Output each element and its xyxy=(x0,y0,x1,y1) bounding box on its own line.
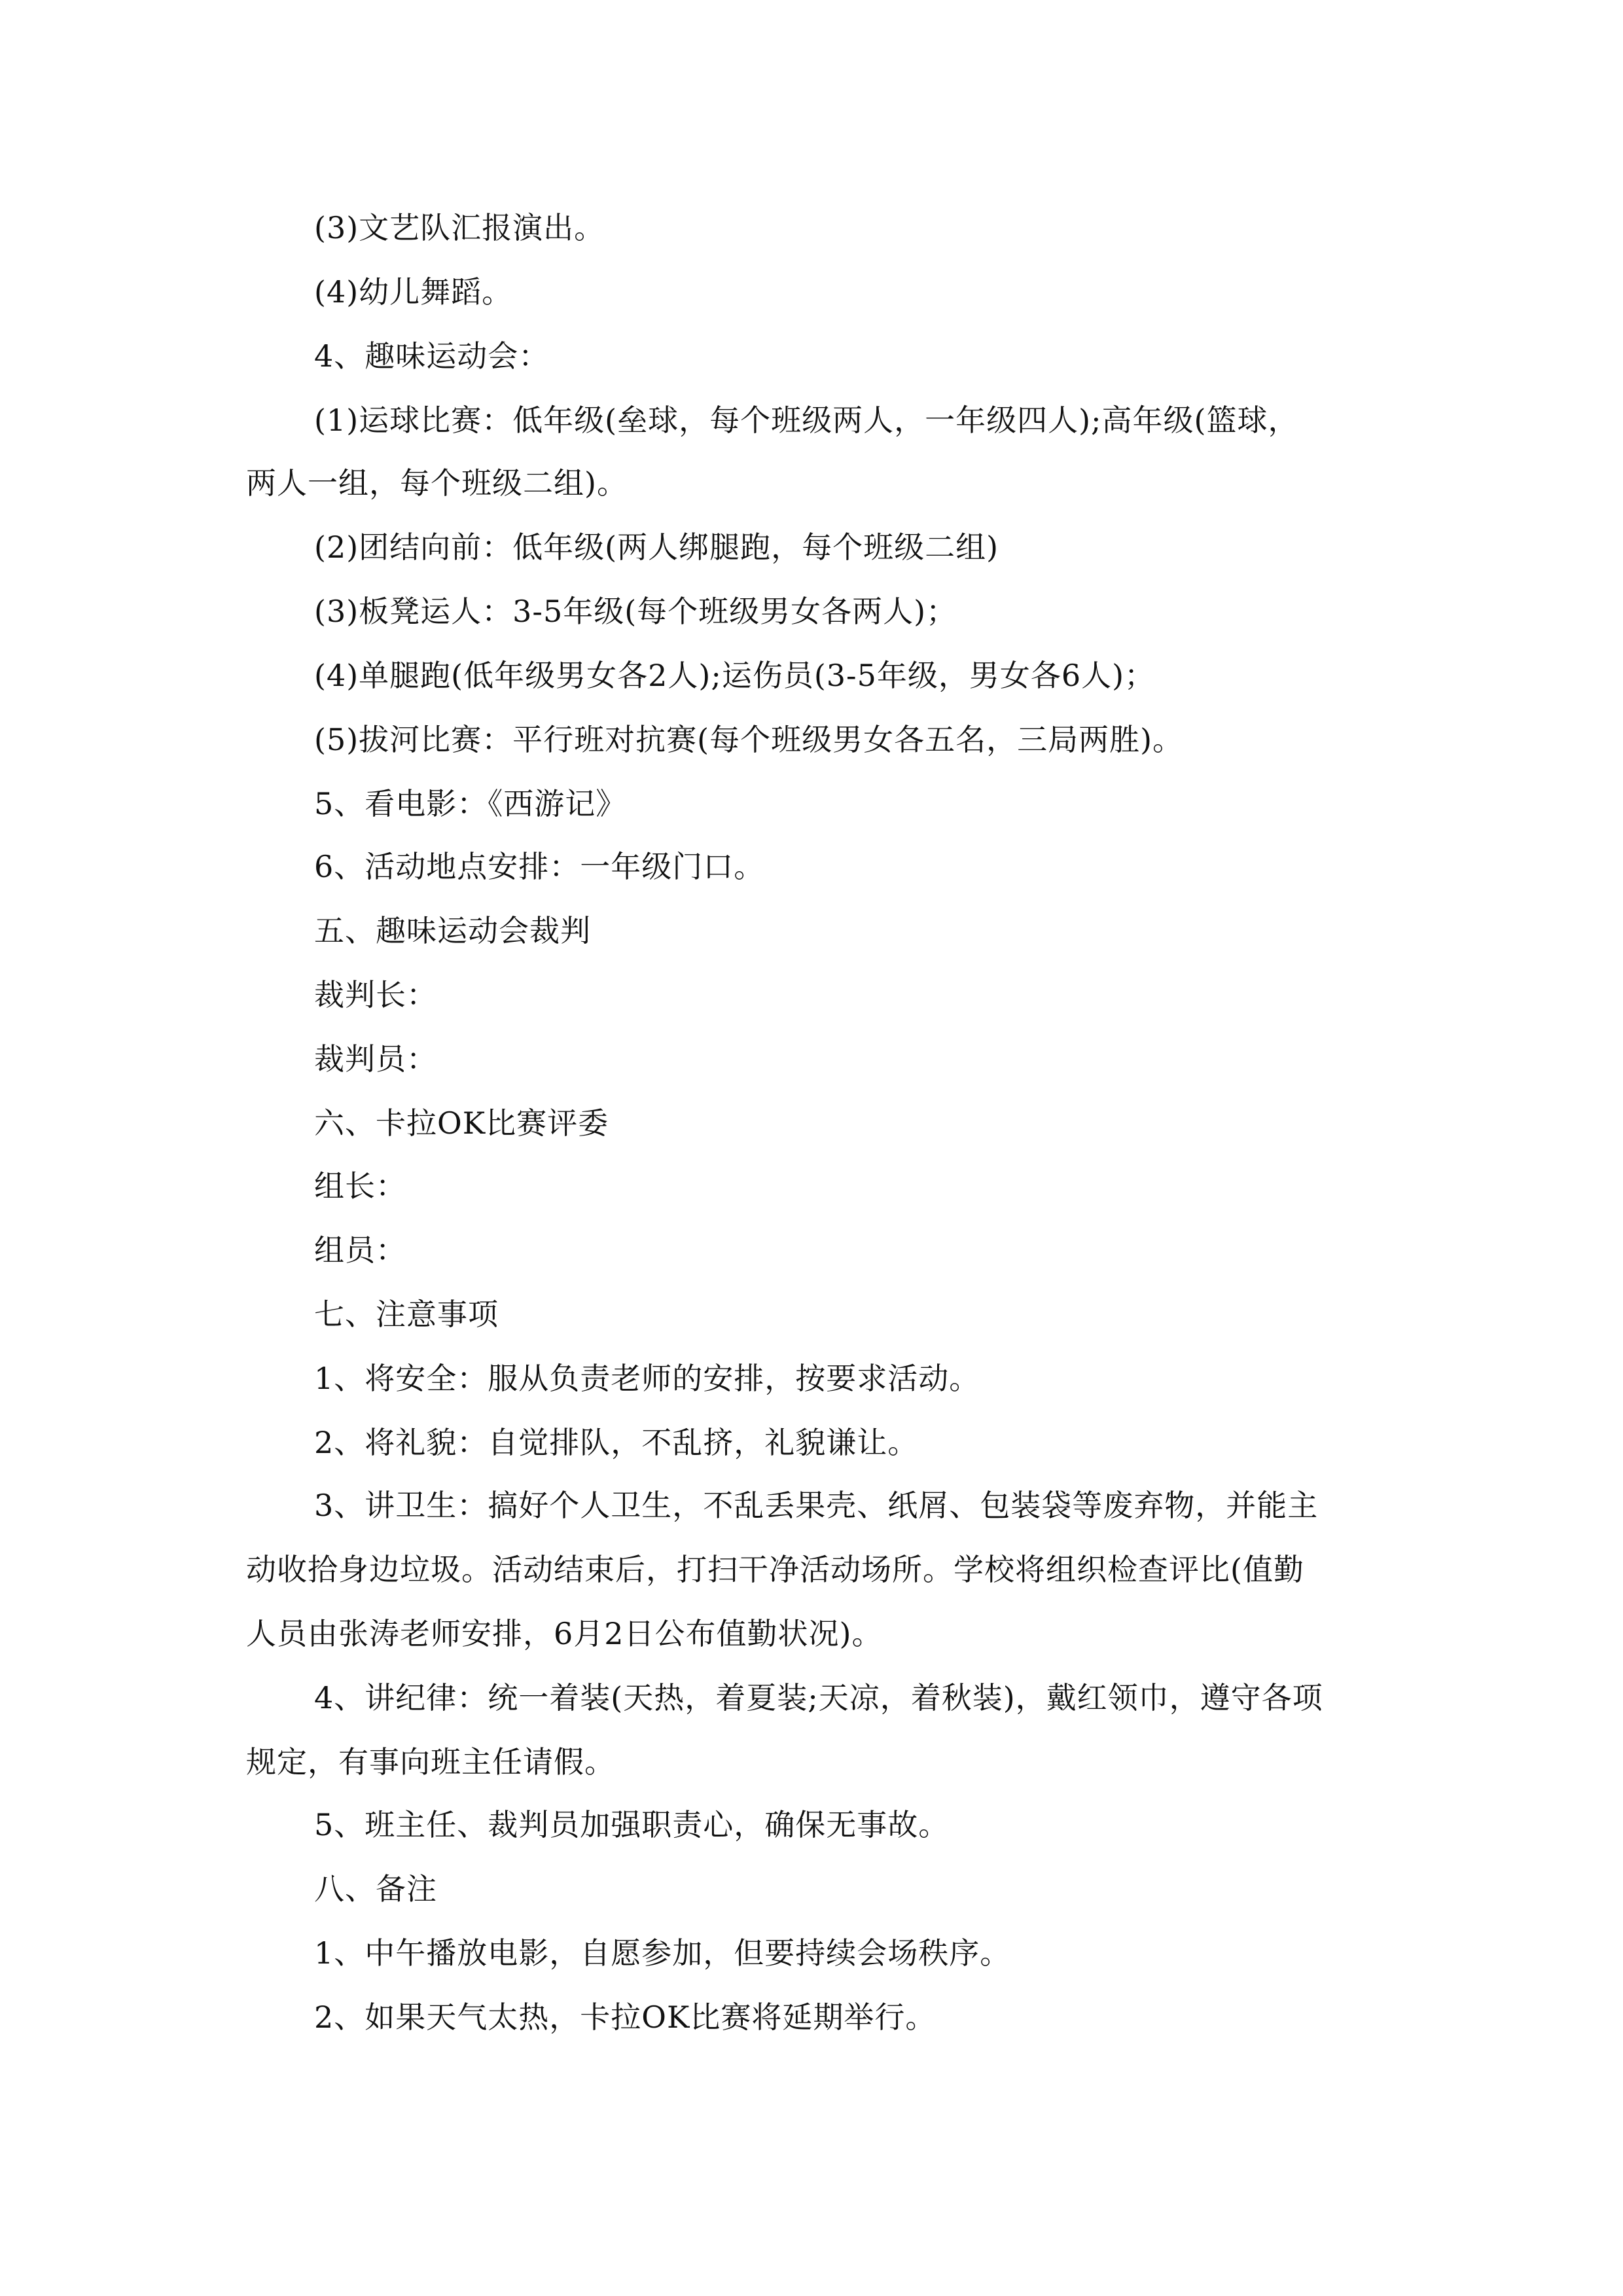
text-line: 1、将安全：服从负责老师的安排，按要求活动。 xyxy=(314,1361,980,1396)
text-line: 规定，有事向班主任请假。 xyxy=(246,1744,615,1780)
text-line: 4、讲纪律：统一着装(天热，着夏装;天凉，着秋装)，戴红领巾，遵守各项 xyxy=(314,1680,1323,1715)
text-line: 裁判员： xyxy=(314,1041,437,1077)
section-heading: 八、备注 xyxy=(314,1871,437,1907)
text-line: (3)文艺队汇报演出。 xyxy=(314,210,605,245)
section-heading: 七、注意事项 xyxy=(314,1297,499,1332)
section-heading: 五、趣味运动会裁判 xyxy=(314,913,591,948)
text-line: 人员由张涛老师安排，6月2日公布值勤状况)。 xyxy=(246,1616,883,1651)
text-line: 2、如果天气太热，卡拉OK比赛将延期举行。 xyxy=(314,2000,936,2035)
text-line: 2、将礼貌：自觉排队，不乱挤，礼貌谦让。 xyxy=(314,1425,919,1460)
text-line: (4)幼儿舞蹈。 xyxy=(314,274,513,310)
text-line: 动收拾身边垃圾。活动结束后，打扫干净活动场所。学校将组织检查评比(值勤 xyxy=(246,1552,1304,1587)
text-line: (4)单腿跑(低年级男女各2人);运伤员(3-5年级，男女各6人)； xyxy=(314,658,1156,693)
text-line: 4、趣味运动会： xyxy=(314,338,550,374)
text-line: 1、中午播放电影，自愿参加，但要持续会场秩序。 xyxy=(314,1935,1011,1971)
text-line: 6、活动地点安排：一年级门口。 xyxy=(314,849,765,884)
text-line: 两人一组，每个班级二组)。 xyxy=(246,465,628,501)
text-line: (1)运球比赛：低年级(垒球，每个班级两人，一年级四人);高年级(篮球， xyxy=(314,403,1299,438)
text-line: (3)板凳运人：3-5年级(每个班级男女各两人)； xyxy=(314,594,957,629)
text-line: 裁判长： xyxy=(314,977,437,1013)
text-line: 组长： xyxy=(314,1168,406,1204)
text-line: 5、看电影：《西游记》 xyxy=(314,786,627,821)
text-line: 3、讲卫生：搞好个人卫生，不乱丢果壳、纸屑、包装袋等废弃物，并能主 xyxy=(314,1488,1319,1523)
text-line: (2)团结向前：低年级(两人绑腿跑，每个班级二组) xyxy=(314,529,999,565)
text-line: (5)拔河比赛：平行班对抗赛(每个班级男女各五名，三局两胜)。 xyxy=(314,722,1184,757)
text-line: 5、班主任、裁判员加强职责心，确保无事故。 xyxy=(314,1807,950,1842)
text-line: 组员： xyxy=(314,1232,406,1268)
section-heading: 六、卡拉OK比赛评委 xyxy=(314,1105,609,1141)
